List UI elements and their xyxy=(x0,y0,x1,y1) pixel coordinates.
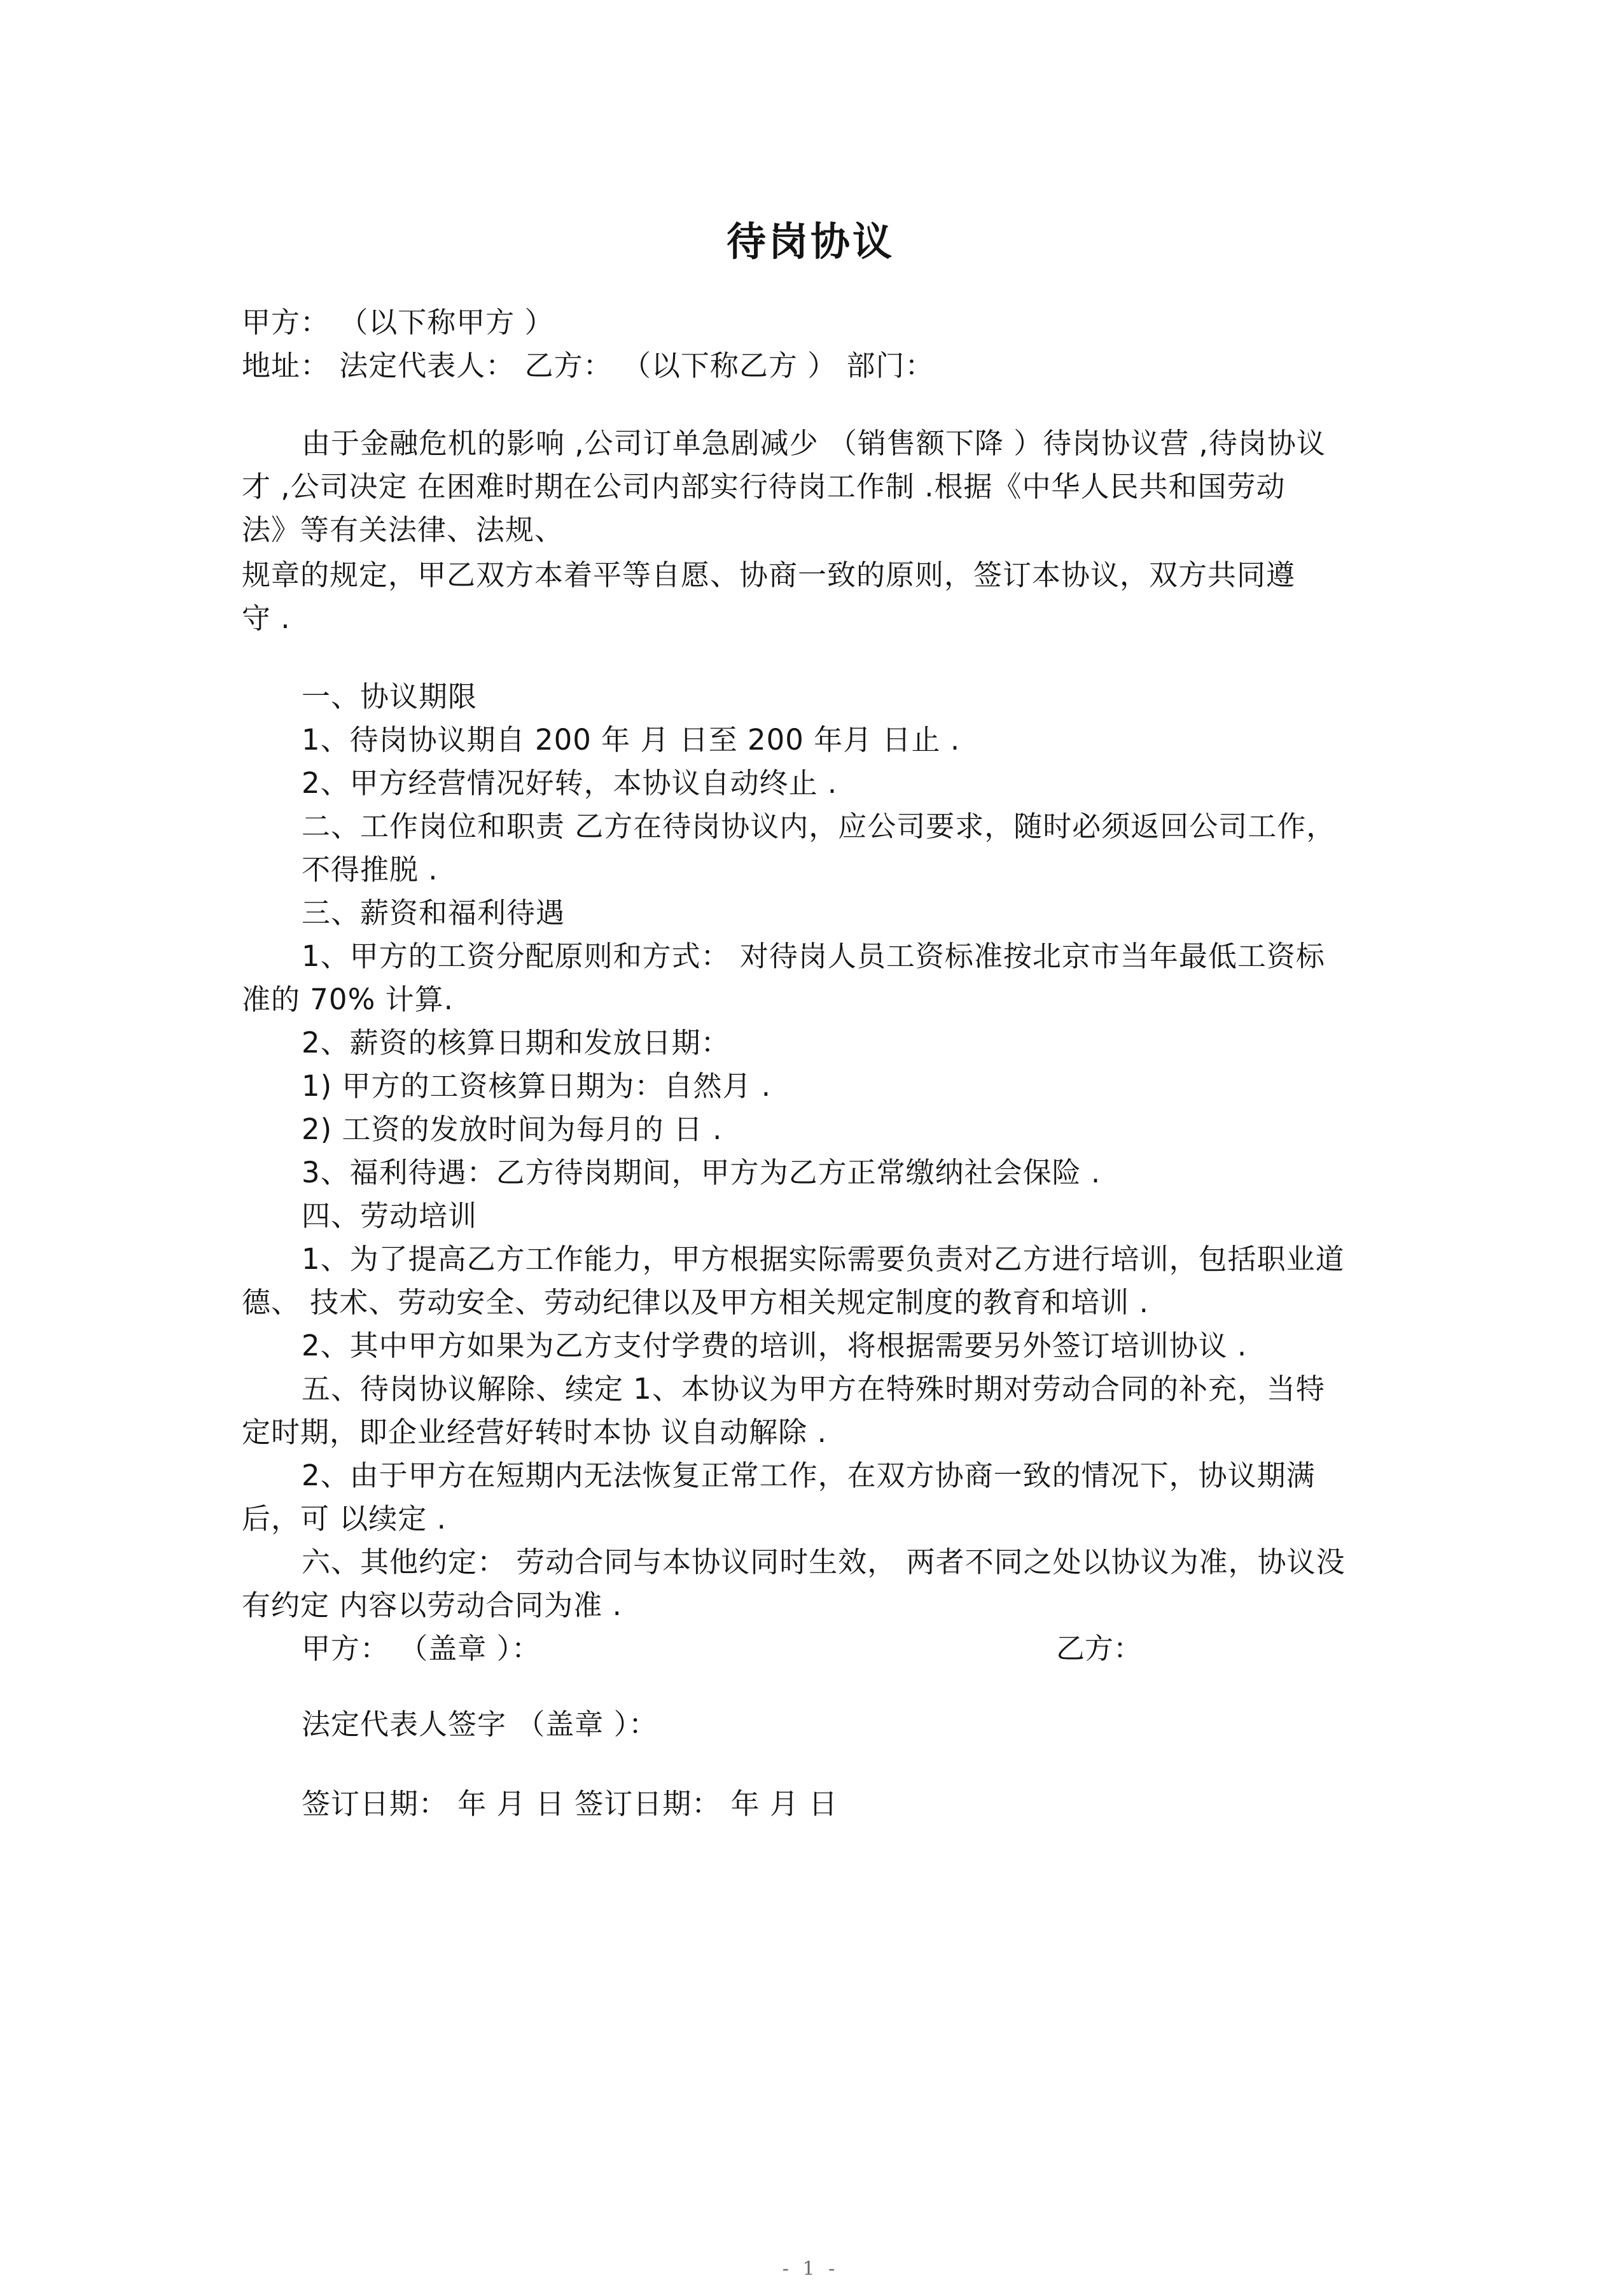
intro-line-4: 规章的规定，甲乙双方本着平等自愿、协商一致的原则，签订本协议，双方共同遵 xyxy=(242,558,1296,592)
party-a-seal-line: 甲方： （盖章 ）： xyxy=(302,1632,541,1665)
section-3-item-3: 3、福利待遇：乙方待岗期间，甲方为乙方正常缴纳社会保险 . xyxy=(302,1156,1101,1189)
intro-line-3: 法》等有关法律、法规、 xyxy=(242,513,564,547)
section-6-line-1: 六、其他约定： 劳动合同与本协议同时生效， 两者不同之处以协议为准，协议没 xyxy=(302,1545,1346,1579)
section-5-item-2-line-2: 后，可 以续定 . xyxy=(242,1502,447,1536)
document-title: 待岗协议 xyxy=(726,218,894,265)
party-a-line: 甲方： （以下称甲方 ） xyxy=(242,305,554,339)
party-b-signature-label: 乙方： xyxy=(1056,1632,1143,1665)
section-3-item-2: 2、薪资的核算日期和发放日期： xyxy=(302,1026,730,1060)
section-5-line-1: 五、待岗协议解除、续定 1、本协议为甲方在特殊时期对劳动合同的补充，当特 xyxy=(302,1372,1325,1406)
section-3-title: 三、薪资和福利待遇 xyxy=(302,896,566,930)
section-3-item-1-line-1: 1、甲方的工资分配原则和方式： 对待岗人员工资标准按北京市当年最低工资标 xyxy=(302,939,1325,973)
section-1-title: 一、协议期限 xyxy=(302,680,478,713)
section-6-line-2: 有约定 内容以劳动合同为准 . xyxy=(242,1588,622,1622)
section-4-title: 四、劳动培训 xyxy=(302,1199,478,1233)
section-4-item-2: 2、其中甲方如果为乙方支付学费的培训，将根据需要另外签订培训协议 . xyxy=(302,1329,1248,1362)
intro-line-5: 守 . xyxy=(242,601,291,635)
intro-line-1: 由于金融危机的影响 ,公司订单急剧减少 （销售额下降 ）待岗协议营 ,待岗协议 xyxy=(302,426,1326,460)
section-3-item-2-sub-1: 1) 甲方的工资核算日期为：自然月 . xyxy=(302,1069,772,1103)
section-2-line-2: 不得推脱 . xyxy=(302,853,438,886)
section-3-item-2-sub-2: 2) 工资的发放时间为每月的 日 . xyxy=(302,1112,723,1146)
section-3-item-1-line-2: 准的 70% 计算. xyxy=(242,983,454,1016)
section-1-item-1: 1、待岗协议期自 200 年 月 日至 200 年月 日止 . xyxy=(302,723,961,757)
section-2-line-1: 二、工作岗位和职责 乙方在待岗协议内，应公司要求，随时必须返回公司工作， xyxy=(302,809,1336,843)
section-5-line-2: 定时期，即企业经营好转时本协 议自动解除 . xyxy=(242,1415,827,1449)
section-4-item-1-line-1: 1、为了提高乙方工作能力，甲方根据实际需要负责对乙方进行培训，包括职业道 xyxy=(302,1242,1345,1276)
address-line: 地址： 法定代表人： 乙方： （以下称乙方 ） 部门： xyxy=(242,349,935,382)
section-4-item-1-line-2: 德、 技术、劳动安全、劳动纪律以及甲方相关规定制度的教育和培训 . xyxy=(242,1285,1149,1319)
section-5-item-2-line-1: 2、由于甲方在短期内无法恢复正常工作，在双方协商一致的情况下，协议期满 xyxy=(302,1459,1316,1492)
page-number: - 1 - xyxy=(782,2258,839,2280)
legal-representative-signature-line: 法定代表人签字 （盖章 ）： xyxy=(302,1707,658,1741)
signing-dates-line: 签订日期： 年 月 日 签订日期： 年 月 日 xyxy=(302,1787,838,1821)
section-1-item-2: 2、甲方经营情况好转，本协议自动终止 . xyxy=(302,766,838,800)
intro-line-2: 才 ,公司决定 在困难时期在公司内部实行待岗工作制 .根据《中华人民共和国劳动 xyxy=(242,470,1286,503)
